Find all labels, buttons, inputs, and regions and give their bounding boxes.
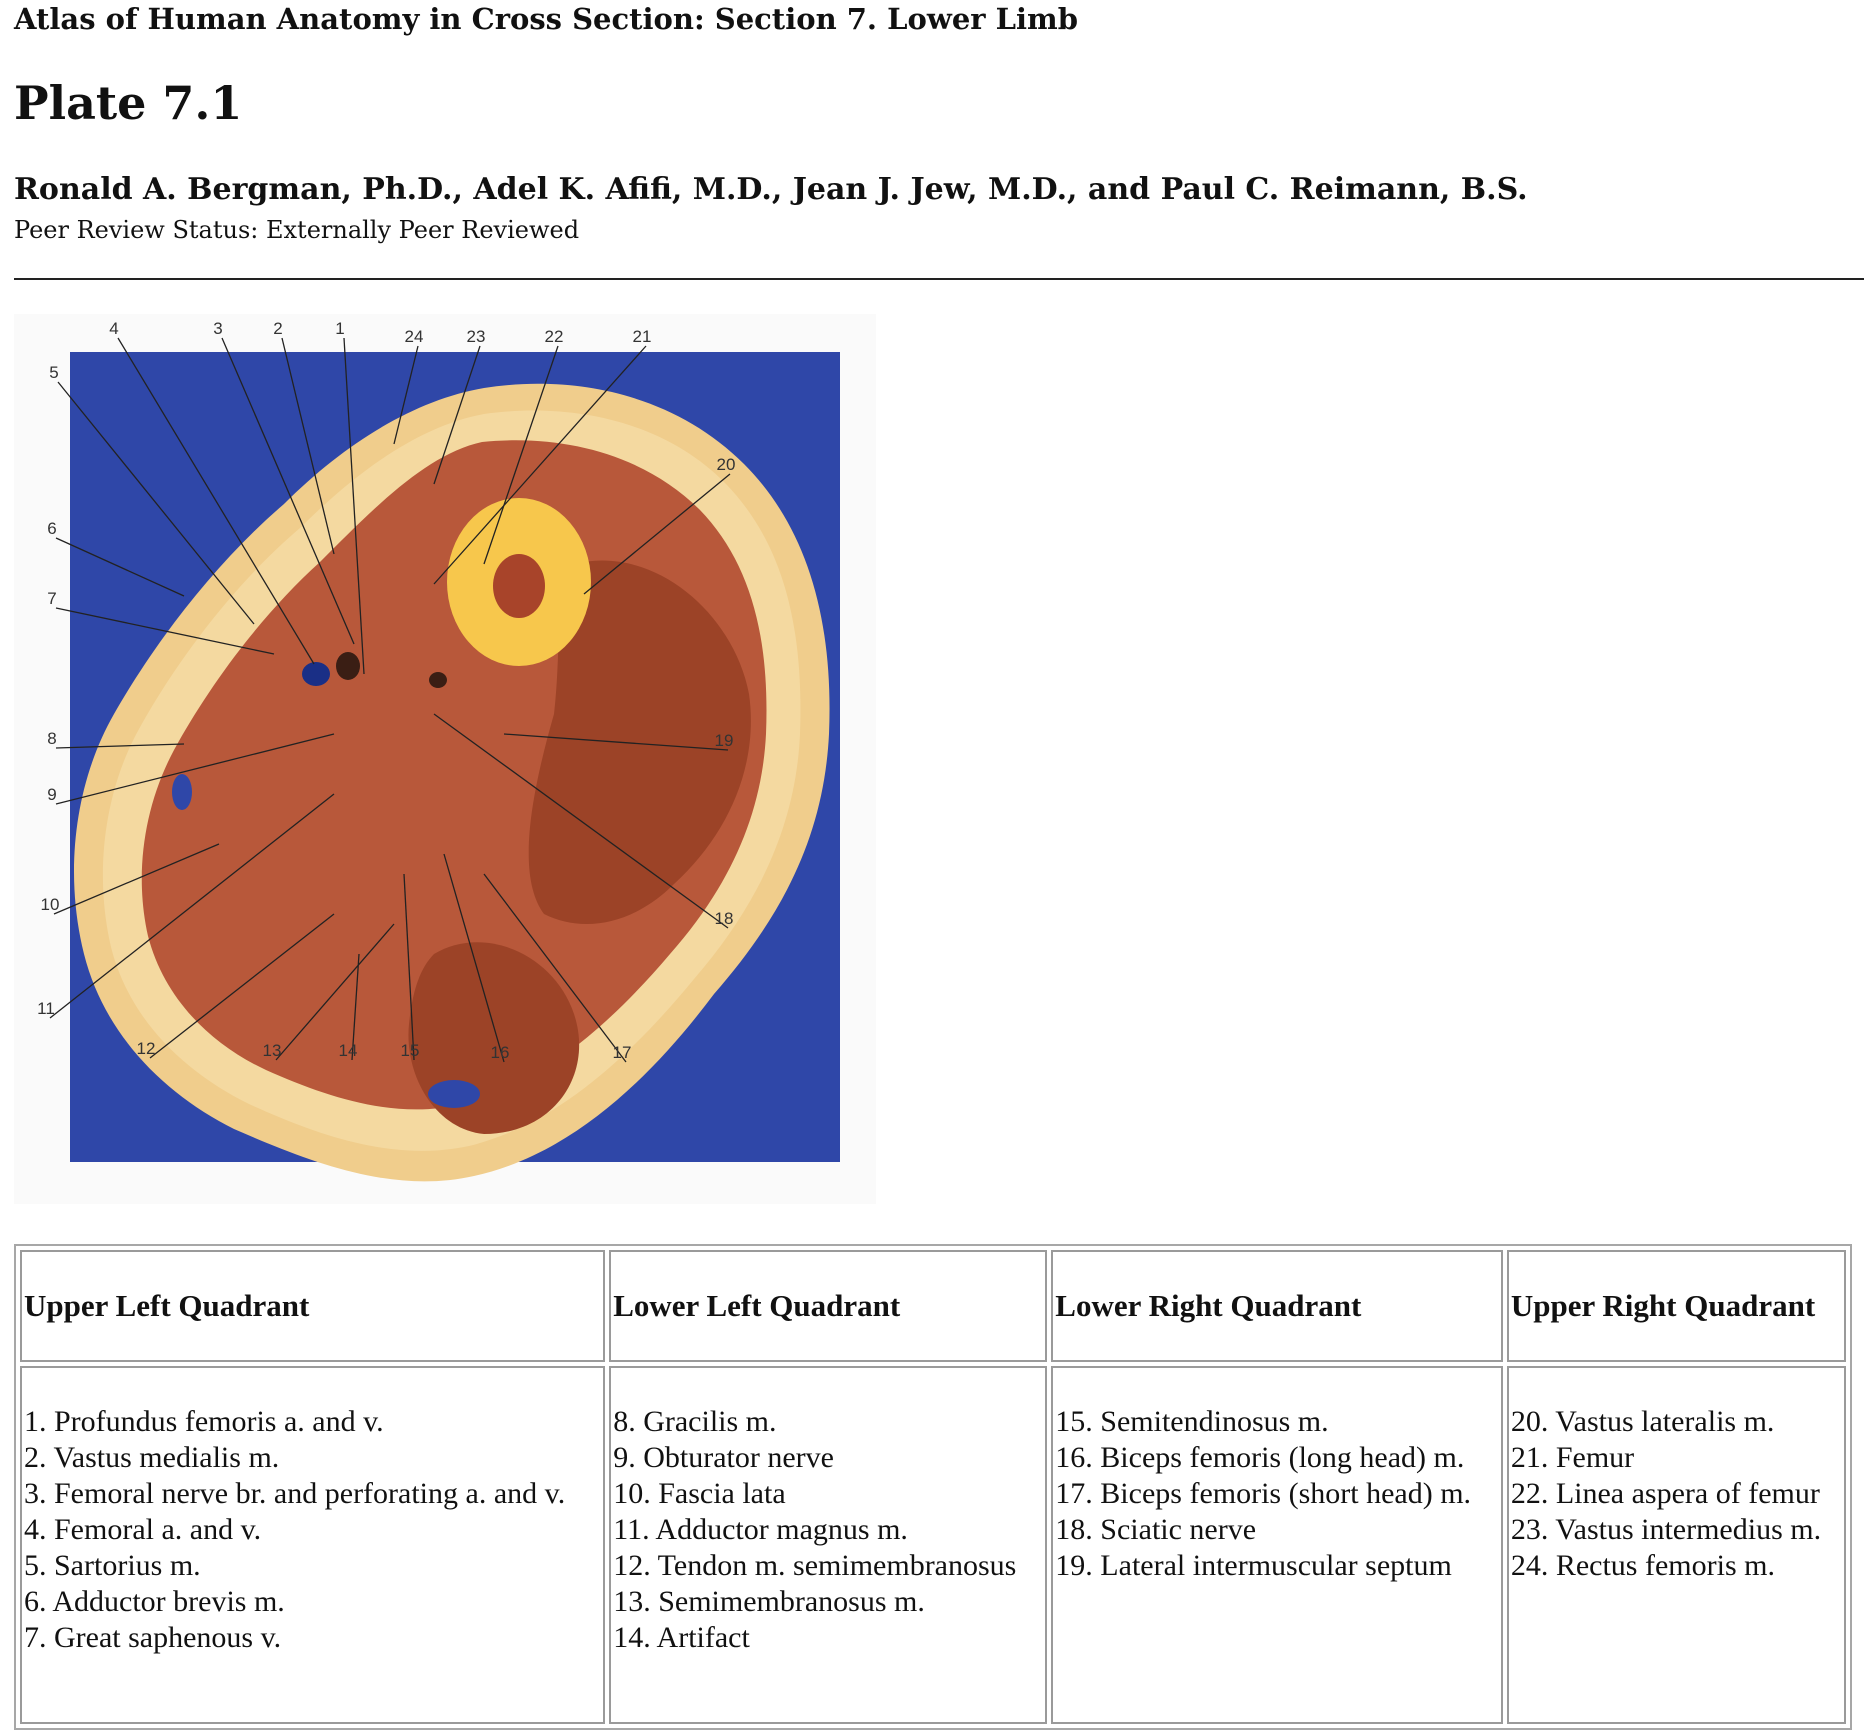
profundus-vessel	[429, 672, 447, 688]
callout-8: 8	[47, 729, 57, 748]
cross-section-figure	[14, 314, 876, 1204]
legend-item: 14. Artifact	[613, 1621, 750, 1654]
callout-10: 10	[40, 895, 60, 914]
legend-item: 7. Great saphenous v.	[24, 1621, 282, 1654]
callout-9: 9	[47, 785, 57, 804]
legend-header-row	[20, 1250, 1846, 1362]
legend-item: 24. Rectus femoris m.	[1510, 1549, 1775, 1582]
legend-item: 23. Vastus intermedius m.	[1510, 1513, 1822, 1546]
callout-7: 7	[47, 589, 57, 608]
callout-15: 15	[400, 1041, 420, 1060]
callout-21: 21	[632, 327, 652, 346]
callout-5: 5	[49, 363, 59, 382]
divider	[14, 278, 1864, 280]
header-lower-left: Lower Left Quadrant	[609, 1250, 1047, 1362]
legend-table	[14, 1244, 1852, 1730]
atlas-title: Atlas of Human Anatomy in Cross Section: Section 7. Lower Limb	[14, 2, 1079, 36]
header-upper-right: Upper Right Quadrant	[1507, 1250, 1846, 1362]
legend-item: 4. Femoral a. and v.	[24, 1513, 262, 1546]
legend-item: 6. Adductor brevis m.	[24, 1585, 285, 1618]
legend-item: 20. Vastus lateralis m.	[1510, 1405, 1775, 1438]
callout-4: 4	[109, 319, 119, 338]
femoral-vessel	[302, 662, 330, 686]
callout-22: 22	[544, 327, 564, 346]
legend-item: 12. Tendon m. semimembranosus	[613, 1549, 1017, 1582]
callout-16: 16	[490, 1043, 510, 1062]
artifact-gap	[428, 1080, 480, 1108]
callout-19: 19	[714, 731, 734, 750]
legend-item: 11. Adductor magnus m.	[613, 1513, 908, 1546]
cross-section-image	[14, 314, 876, 1204]
callout-14: 14	[338, 1041, 358, 1060]
femur-marrow	[493, 554, 545, 618]
callout-13: 13	[262, 1041, 282, 1060]
femoral-vessel	[336, 652, 360, 680]
legend-item: 15. Semitendinosus m.	[1055, 1405, 1329, 1438]
callout-20: 20	[716, 455, 736, 474]
legend-item: 13. Semimembranosus m.	[613, 1585, 925, 1618]
legend-item: 3. Femoral nerve br. and perforating a. and v.	[24, 1477, 566, 1510]
legend-item: 8. Gracilis m.	[613, 1405, 777, 1438]
legend-item: 22. Linea aspera of femur	[1510, 1477, 1820, 1510]
legend-body-row	[20, 1366, 1846, 1724]
legend-column-upper-left	[20, 1366, 605, 1724]
callout-1: 1	[335, 319, 345, 338]
plate-title: Plate 7.1	[14, 76, 243, 130]
legend-item: 19. Lateral intermuscular septum	[1055, 1549, 1452, 1582]
callout-2: 2	[273, 319, 283, 338]
callout-24: 24	[404, 327, 424, 346]
legend-item: 5. Sartorius m.	[24, 1549, 201, 1582]
legend-item: 1. Profundus femoris a. and v.	[24, 1405, 384, 1438]
callout-17: 17	[612, 1043, 632, 1062]
legend-item: 9. Obturator nerve	[613, 1441, 834, 1474]
legend-item: 21. Femur	[1510, 1441, 1635, 1474]
legend-item: 10. Fascia lata	[613, 1477, 786, 1510]
legend-column-lower-right	[1051, 1366, 1503, 1724]
callout-12: 12	[136, 1039, 156, 1058]
callout-6: 6	[47, 519, 57, 538]
authors: Ronald A. Bergman, Ph.D., Adel K. Afifi, M.D., Jean J. Jew, M.D., and Paul C. Reimann, B.S.	[14, 172, 1528, 207]
callout-18: 18	[714, 909, 734, 928]
callout-11: 11	[37, 999, 55, 1018]
header-lower-right: Lower Right Quadrant	[1051, 1250, 1503, 1362]
legend-item: 18. Sciatic nerve	[1055, 1513, 1257, 1546]
legend-item: 2. Vastus medialis m.	[24, 1441, 280, 1474]
peer-review-status: Peer Review Status: Externally Peer Reviewed	[14, 216, 580, 244]
header-upper-left: Upper Left Quadrant	[20, 1250, 605, 1362]
legend-column-upper-right	[1507, 1366, 1846, 1724]
legend-item: 16. Biceps femoris (long head) m.	[1055, 1441, 1465, 1474]
callout-3: 3	[213, 319, 223, 338]
gracilis-gap	[172, 774, 192, 810]
legend-column-lower-left	[609, 1366, 1047, 1724]
legend-item: 17. Biceps femoris (short head) m.	[1055, 1477, 1472, 1510]
callout-23: 23	[466, 327, 486, 346]
